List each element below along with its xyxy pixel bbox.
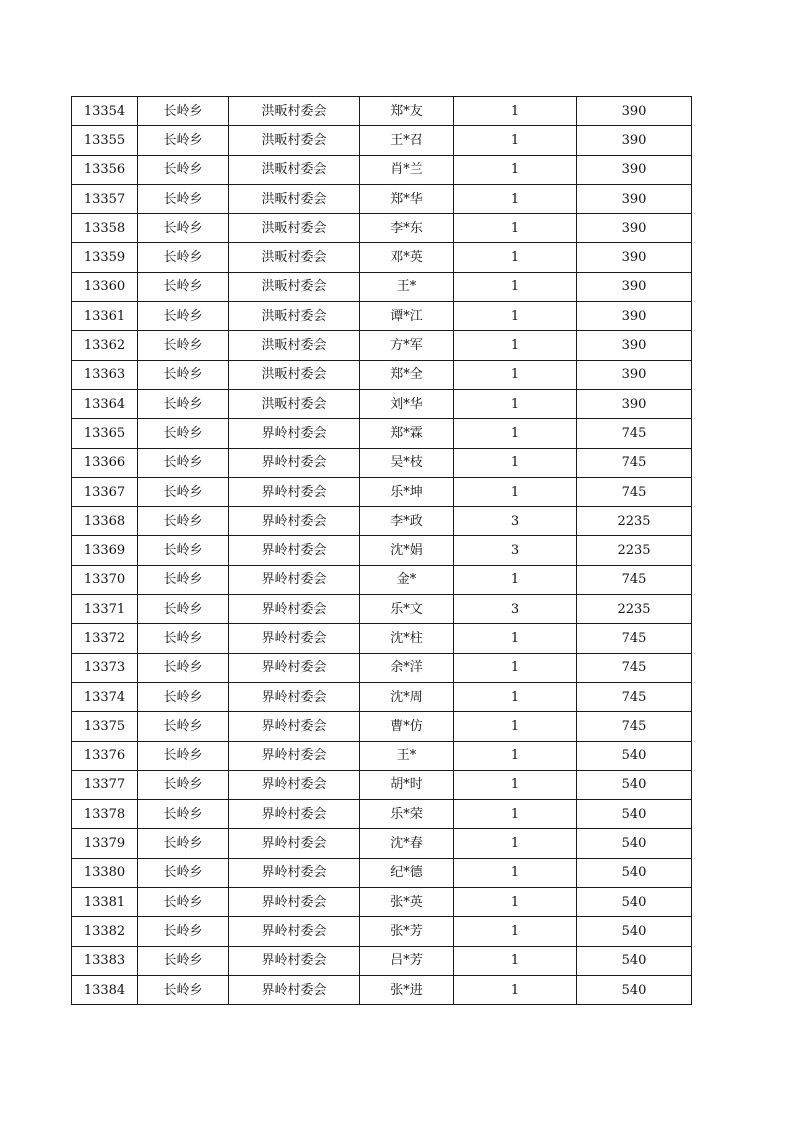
row-number-cell: 13368 bbox=[72, 507, 138, 536]
township-cell: 长岭乡 bbox=[138, 448, 229, 477]
row-number-cell: 13382 bbox=[72, 917, 138, 946]
row-number-cell: 13369 bbox=[72, 536, 138, 565]
village-committee-cell: 洪畈村委会 bbox=[229, 126, 360, 155]
household-count-cell: 1 bbox=[454, 975, 577, 1004]
amount-cell: 2235 bbox=[577, 507, 692, 536]
row-number-cell: 13377 bbox=[72, 770, 138, 799]
household-count-cell: 1 bbox=[454, 946, 577, 975]
person-name-cell: 乐*坤 bbox=[360, 477, 454, 506]
household-count-cell: 1 bbox=[454, 682, 577, 711]
row-number-cell: 13374 bbox=[72, 682, 138, 711]
township-cell: 长岭乡 bbox=[138, 389, 229, 418]
amount-cell: 540 bbox=[577, 829, 692, 858]
amount-cell: 390 bbox=[577, 360, 692, 389]
row-number-cell: 13357 bbox=[72, 184, 138, 213]
household-count-cell: 1 bbox=[454, 389, 577, 418]
township-cell: 长岭乡 bbox=[138, 536, 229, 565]
row-number-cell: 13375 bbox=[72, 712, 138, 741]
township-cell: 长岭乡 bbox=[138, 477, 229, 506]
table-row bbox=[72, 477, 692, 506]
amount-cell: 745 bbox=[577, 712, 692, 741]
person-name-cell: 王* bbox=[360, 272, 454, 301]
township-cell: 长岭乡 bbox=[138, 155, 229, 184]
row-number-cell: 13372 bbox=[72, 624, 138, 653]
person-name-cell: 肖*兰 bbox=[360, 155, 454, 184]
township-cell: 长岭乡 bbox=[138, 888, 229, 917]
table-row bbox=[72, 682, 692, 711]
row-number-cell: 13381 bbox=[72, 888, 138, 917]
village-committee-cell: 界岭村委会 bbox=[229, 741, 360, 770]
township-cell: 长岭乡 bbox=[138, 770, 229, 799]
person-name-cell: 李*东 bbox=[360, 214, 454, 243]
township-cell: 长岭乡 bbox=[138, 419, 229, 448]
village-committee-cell: 洪畈村委会 bbox=[229, 360, 360, 389]
amount-cell: 745 bbox=[577, 477, 692, 506]
household-count-cell: 1 bbox=[454, 653, 577, 682]
household-count-cell: 1 bbox=[454, 184, 577, 213]
village-committee-cell: 界岭村委会 bbox=[229, 975, 360, 1004]
township-cell: 长岭乡 bbox=[138, 331, 229, 360]
table-row bbox=[72, 155, 692, 184]
person-name-cell: 曹*仿 bbox=[360, 712, 454, 741]
person-name-cell: 胡*时 bbox=[360, 770, 454, 799]
household-count-cell: 1 bbox=[454, 126, 577, 155]
person-name-cell: 张*英 bbox=[360, 888, 454, 917]
table-row bbox=[72, 975, 692, 1004]
township-cell: 长岭乡 bbox=[138, 507, 229, 536]
village-committee-cell: 界岭村委会 bbox=[229, 448, 360, 477]
village-committee-cell: 界岭村委会 bbox=[229, 595, 360, 624]
village-committee-cell: 洪畈村委会 bbox=[229, 272, 360, 301]
household-count-cell: 1 bbox=[454, 917, 577, 946]
row-number-cell: 13355 bbox=[72, 126, 138, 155]
township-cell: 长岭乡 bbox=[138, 858, 229, 887]
village-committee-cell: 界岭村委会 bbox=[229, 653, 360, 682]
household-count-cell: 1 bbox=[454, 741, 577, 770]
household-count-cell: 1 bbox=[454, 448, 577, 477]
amount-cell: 745 bbox=[577, 565, 692, 594]
person-name-cell: 乐*荣 bbox=[360, 800, 454, 829]
row-number-cell: 13367 bbox=[72, 477, 138, 506]
row-number-cell: 13383 bbox=[72, 946, 138, 975]
person-name-cell: 方*军 bbox=[360, 331, 454, 360]
village-committee-cell: 界岭村委会 bbox=[229, 565, 360, 594]
township-cell: 长岭乡 bbox=[138, 243, 229, 272]
table-row bbox=[72, 97, 692, 126]
person-name-cell: 纪*德 bbox=[360, 858, 454, 887]
township-cell: 长岭乡 bbox=[138, 800, 229, 829]
person-name-cell: 张*进 bbox=[360, 975, 454, 1004]
amount-cell: 2235 bbox=[577, 595, 692, 624]
person-name-cell: 沈*周 bbox=[360, 682, 454, 711]
township-cell: 长岭乡 bbox=[138, 272, 229, 301]
household-count-cell: 1 bbox=[454, 360, 577, 389]
township-cell: 长岭乡 bbox=[138, 595, 229, 624]
table-row bbox=[72, 360, 692, 389]
village-committee-cell: 界岭村委会 bbox=[229, 858, 360, 887]
amount-cell: 390 bbox=[577, 126, 692, 155]
village-committee-cell: 界岭村委会 bbox=[229, 917, 360, 946]
table-row bbox=[72, 917, 692, 946]
village-committee-cell: 界岭村委会 bbox=[229, 682, 360, 711]
table-row bbox=[72, 595, 692, 624]
amount-cell: 745 bbox=[577, 448, 692, 477]
row-number-cell: 13378 bbox=[72, 800, 138, 829]
amount-cell: 745 bbox=[577, 653, 692, 682]
amount-cell: 540 bbox=[577, 770, 692, 799]
table-row bbox=[72, 565, 692, 594]
household-count-cell: 1 bbox=[454, 712, 577, 741]
village-committee-cell: 界岭村委会 bbox=[229, 507, 360, 536]
row-number-cell: 13376 bbox=[72, 741, 138, 770]
amount-cell: 390 bbox=[577, 331, 692, 360]
row-number-cell: 13370 bbox=[72, 565, 138, 594]
amount-cell: 540 bbox=[577, 946, 692, 975]
village-committee-cell: 洪畈村委会 bbox=[229, 155, 360, 184]
row-number-cell: 13356 bbox=[72, 155, 138, 184]
data-table bbox=[71, 96, 692, 1005]
amount-cell: 540 bbox=[577, 917, 692, 946]
village-committee-cell: 界岭村委会 bbox=[229, 800, 360, 829]
household-count-cell: 1 bbox=[454, 155, 577, 184]
amount-cell: 745 bbox=[577, 682, 692, 711]
person-name-cell: 金* bbox=[360, 565, 454, 594]
table-row bbox=[72, 888, 692, 917]
table-row bbox=[72, 126, 692, 155]
person-name-cell: 郑*友 bbox=[360, 97, 454, 126]
household-count-cell: 1 bbox=[454, 419, 577, 448]
table-row bbox=[72, 741, 692, 770]
village-committee-cell: 洪畈村委会 bbox=[229, 389, 360, 418]
person-name-cell: 郑*全 bbox=[360, 360, 454, 389]
amount-cell: 540 bbox=[577, 975, 692, 1004]
village-committee-cell: 界岭村委会 bbox=[229, 888, 360, 917]
table-row bbox=[72, 829, 692, 858]
row-number-cell: 13361 bbox=[72, 302, 138, 331]
person-name-cell: 郑*霖 bbox=[360, 419, 454, 448]
person-name-cell: 余*洋 bbox=[360, 653, 454, 682]
township-cell: 长岭乡 bbox=[138, 829, 229, 858]
amount-cell: 540 bbox=[577, 741, 692, 770]
household-count-cell: 1 bbox=[454, 800, 577, 829]
person-name-cell: 郑*华 bbox=[360, 184, 454, 213]
township-cell: 长岭乡 bbox=[138, 214, 229, 243]
row-number-cell: 13362 bbox=[72, 331, 138, 360]
person-name-cell: 吴*枝 bbox=[360, 448, 454, 477]
township-cell: 长岭乡 bbox=[138, 565, 229, 594]
village-committee-cell: 界岭村委会 bbox=[229, 536, 360, 565]
table-row bbox=[72, 946, 692, 975]
village-committee-cell: 洪畈村委会 bbox=[229, 243, 360, 272]
table-row bbox=[72, 214, 692, 243]
person-name-cell: 张*芳 bbox=[360, 917, 454, 946]
person-name-cell: 王*召 bbox=[360, 126, 454, 155]
township-cell: 长岭乡 bbox=[138, 946, 229, 975]
household-count-cell: 1 bbox=[454, 477, 577, 506]
amount-cell: 390 bbox=[577, 184, 692, 213]
person-name-cell: 李*政 bbox=[360, 507, 454, 536]
table-row bbox=[72, 712, 692, 741]
village-committee-cell: 洪畈村委会 bbox=[229, 331, 360, 360]
table-row bbox=[72, 800, 692, 829]
village-committee-cell: 界岭村委会 bbox=[229, 477, 360, 506]
person-name-cell: 沈*娟 bbox=[360, 536, 454, 565]
household-count-cell: 1 bbox=[454, 243, 577, 272]
person-name-cell: 沈*柱 bbox=[360, 624, 454, 653]
amount-cell: 390 bbox=[577, 272, 692, 301]
amount-cell: 390 bbox=[577, 155, 692, 184]
village-committee-cell: 界岭村委会 bbox=[229, 770, 360, 799]
township-cell: 长岭乡 bbox=[138, 653, 229, 682]
township-cell: 长岭乡 bbox=[138, 741, 229, 770]
table-row bbox=[72, 507, 692, 536]
amount-cell: 540 bbox=[577, 888, 692, 917]
amount-cell: 540 bbox=[577, 800, 692, 829]
village-committee-cell: 界岭村委会 bbox=[229, 712, 360, 741]
village-committee-cell: 洪畈村委会 bbox=[229, 302, 360, 331]
township-cell: 长岭乡 bbox=[138, 97, 229, 126]
amount-cell: 390 bbox=[577, 302, 692, 331]
household-count-cell: 1 bbox=[454, 624, 577, 653]
row-number-cell: 13359 bbox=[72, 243, 138, 272]
township-cell: 长岭乡 bbox=[138, 975, 229, 1004]
person-name-cell: 沈*春 bbox=[360, 829, 454, 858]
row-number-cell: 13366 bbox=[72, 448, 138, 477]
township-cell: 长岭乡 bbox=[138, 302, 229, 331]
township-cell: 长岭乡 bbox=[138, 126, 229, 155]
village-committee-cell: 界岭村委会 bbox=[229, 946, 360, 975]
household-count-cell: 1 bbox=[454, 888, 577, 917]
table-row bbox=[72, 389, 692, 418]
person-name-cell: 吕*芳 bbox=[360, 946, 454, 975]
person-name-cell: 邓*英 bbox=[360, 243, 454, 272]
person-name-cell: 谭*江 bbox=[360, 302, 454, 331]
amount-cell: 540 bbox=[577, 858, 692, 887]
row-number-cell: 13365 bbox=[72, 419, 138, 448]
person-name-cell: 乐*文 bbox=[360, 595, 454, 624]
village-committee-cell: 洪畈村委会 bbox=[229, 214, 360, 243]
household-count-cell: 1 bbox=[454, 331, 577, 360]
row-number-cell: 13360 bbox=[72, 272, 138, 301]
village-committee-cell: 界岭村委会 bbox=[229, 829, 360, 858]
township-cell: 长岭乡 bbox=[138, 184, 229, 213]
household-count-cell: 3 bbox=[454, 536, 577, 565]
person-name-cell: 王* bbox=[360, 741, 454, 770]
village-committee-cell: 洪畈村委会 bbox=[229, 184, 360, 213]
amount-cell: 390 bbox=[577, 389, 692, 418]
amount-cell: 390 bbox=[577, 214, 692, 243]
amount-cell: 2235 bbox=[577, 536, 692, 565]
village-committee-cell: 界岭村委会 bbox=[229, 419, 360, 448]
village-committee-cell: 界岭村委会 bbox=[229, 624, 360, 653]
person-name-cell: 刘*华 bbox=[360, 389, 454, 418]
table-row bbox=[72, 419, 692, 448]
township-cell: 长岭乡 bbox=[138, 360, 229, 389]
table-row bbox=[72, 624, 692, 653]
row-number-cell: 13379 bbox=[72, 829, 138, 858]
table-row bbox=[72, 448, 692, 477]
household-count-cell: 1 bbox=[454, 214, 577, 243]
row-number-cell: 13364 bbox=[72, 389, 138, 418]
township-cell: 长岭乡 bbox=[138, 712, 229, 741]
township-cell: 长岭乡 bbox=[138, 917, 229, 946]
table-row bbox=[72, 243, 692, 272]
household-count-cell: 1 bbox=[454, 770, 577, 799]
amount-cell: 390 bbox=[577, 97, 692, 126]
household-count-cell: 1 bbox=[454, 858, 577, 887]
table-row bbox=[72, 302, 692, 331]
village-committee-cell: 洪畈村委会 bbox=[229, 97, 360, 126]
table-row bbox=[72, 536, 692, 565]
township-cell: 长岭乡 bbox=[138, 624, 229, 653]
household-count-cell: 1 bbox=[454, 97, 577, 126]
table-row bbox=[72, 653, 692, 682]
table-row bbox=[72, 272, 692, 301]
household-count-cell: 1 bbox=[454, 302, 577, 331]
table-body bbox=[72, 97, 692, 1005]
row-number-cell: 13354 bbox=[72, 97, 138, 126]
row-number-cell: 13384 bbox=[72, 975, 138, 1004]
amount-cell: 390 bbox=[577, 243, 692, 272]
household-count-cell: 1 bbox=[454, 829, 577, 858]
household-count-cell: 1 bbox=[454, 272, 577, 301]
amount-cell: 745 bbox=[577, 624, 692, 653]
row-number-cell: 13371 bbox=[72, 595, 138, 624]
amount-cell: 745 bbox=[577, 419, 692, 448]
household-count-cell: 3 bbox=[454, 595, 577, 624]
table-row bbox=[72, 858, 692, 887]
table-row bbox=[72, 184, 692, 213]
table-row bbox=[72, 331, 692, 360]
household-count-cell: 3 bbox=[454, 507, 577, 536]
row-number-cell: 13373 bbox=[72, 653, 138, 682]
household-count-cell: 1 bbox=[454, 565, 577, 594]
row-number-cell: 13363 bbox=[72, 360, 138, 389]
table-row bbox=[72, 770, 692, 799]
township-cell: 长岭乡 bbox=[138, 682, 229, 711]
row-number-cell: 13358 bbox=[72, 214, 138, 243]
row-number-cell: 13380 bbox=[72, 858, 138, 887]
